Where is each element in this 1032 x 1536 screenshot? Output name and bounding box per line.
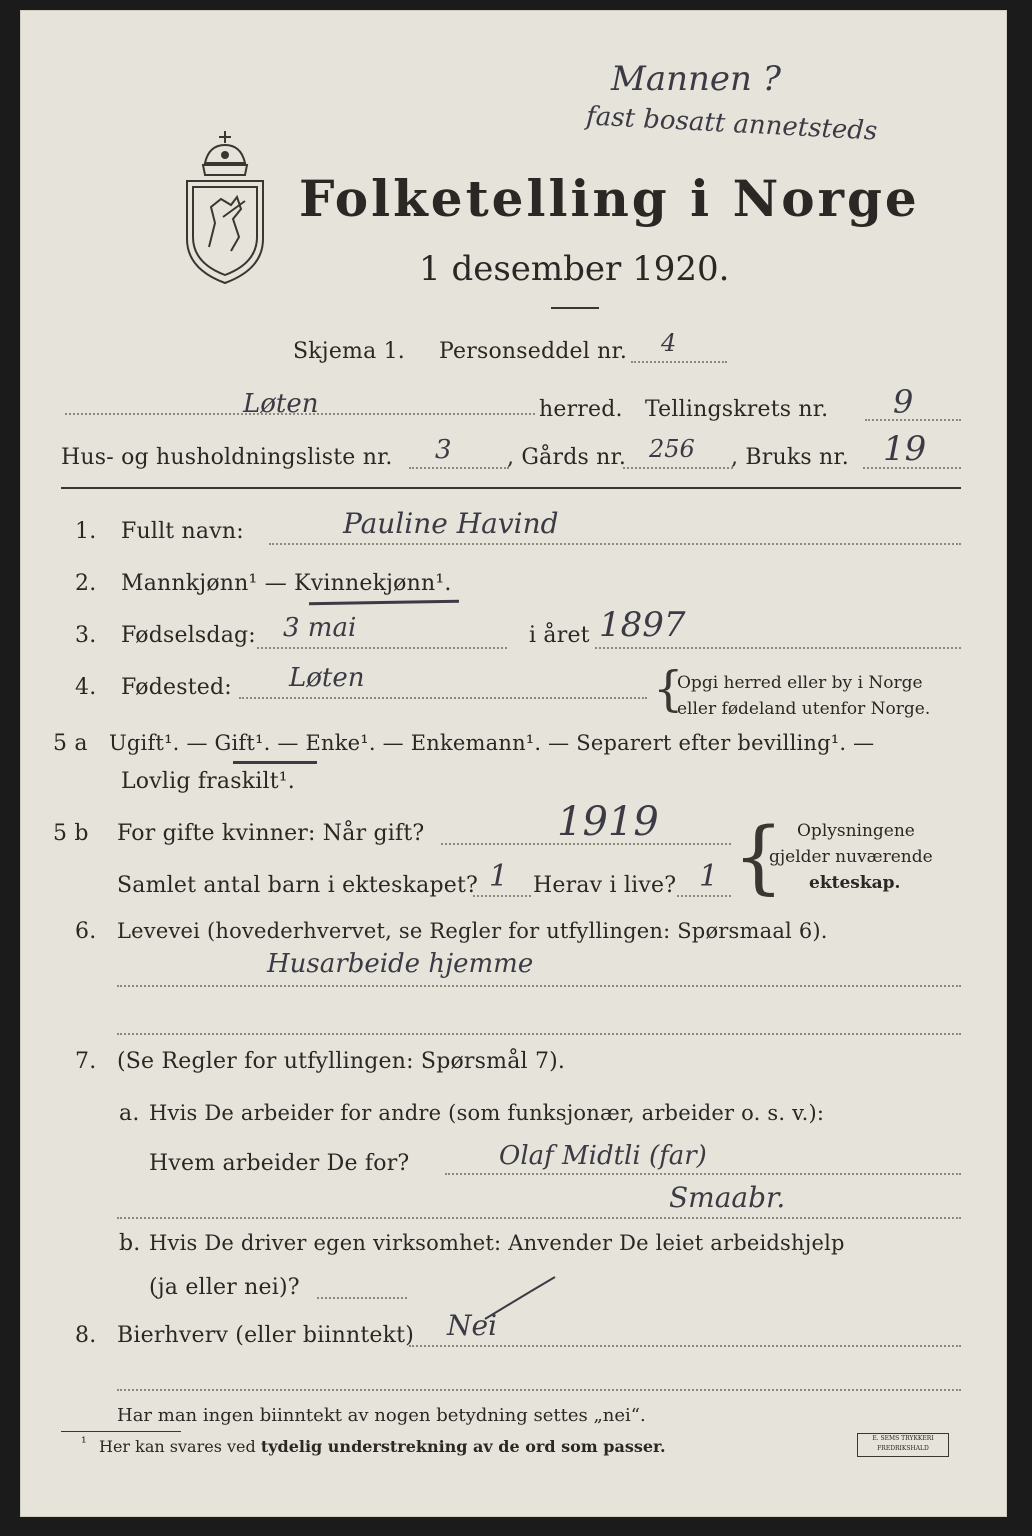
birth-year-value[interactable]: 1897: [599, 605, 686, 645]
q5b-brace: {: [733, 810, 784, 903]
q5b-number: 5 b: [53, 821, 89, 846]
live-label: Herav i live?: [533, 873, 677, 898]
biinntekt-note: Har man ingen biinntekt av nogen betydning settes „nei“.: [117, 1405, 646, 1426]
q8-label: Bierhverv (eller biinntekt): [117, 1323, 415, 1348]
printer-stamp-line2: FREDRIKSHALD: [877, 1445, 929, 1452]
skjema-label: Skjema 1.: [293, 339, 406, 364]
children-alive-value[interactable]: 1: [699, 859, 719, 894]
printer-stamp: [857, 1433, 949, 1457]
children-count-value[interactable]: 1: [489, 859, 509, 894]
q4-note-line1: Opgi herred eller by i Norge: [677, 673, 923, 693]
husliste-value[interactable]: 3: [435, 435, 452, 465]
tellingskrets-value[interactable]: 9: [893, 383, 914, 421]
q5b-label: For gifte kvinner: Når gift?: [117, 821, 425, 846]
married-year-value[interactable]: 1919: [557, 799, 659, 845]
title-divider: [551, 307, 599, 309]
census-form: [20, 10, 1007, 1517]
barn-label: Samlet antal barn i ekteskapet?: [117, 873, 479, 898]
bruks-label: , Bruks nr.: [731, 445, 849, 470]
q7a-line1: Hvis De arbeider for andre (som funksjonær, arbeider o. s. v.):: [149, 1101, 825, 1125]
birthplace-value[interactable]: Løten: [289, 663, 365, 693]
personseddel-label: Personseddel nr.: [439, 339, 628, 364]
gift-underline: [233, 761, 317, 764]
header-rule: [61, 487, 961, 489]
tellingskrets-label: Tellingskrets nr.: [645, 397, 829, 422]
side-income-value[interactable]: Nei: [447, 1309, 498, 1342]
q4-brace: {: [653, 661, 684, 717]
q1-label: Fullt navn:: [121, 519, 244, 544]
footnote-mark: ¹: [81, 1435, 87, 1451]
q4-label: Fødested:: [121, 675, 232, 700]
q4-number: 4.: [75, 675, 97, 700]
q3-label: Fødselsdag:: [121, 623, 256, 648]
q7b-line1: Hvis De driver egen virksomhet: Anvender De leiet arbeidshjelp: [149, 1231, 845, 1255]
q7-number: 7.: [75, 1049, 97, 1074]
annotation-line2: fast bosatt annetsteds: [585, 101, 879, 147]
q8-number: 8.: [75, 1323, 97, 1348]
q3-number: 3.: [75, 623, 97, 648]
personseddel-value[interactable]: 4: [661, 329, 677, 357]
q5a-options-line2: Lovlig fraskilt¹.: [121, 769, 295, 794]
annotation-line1: Mannen ?: [611, 59, 781, 99]
form-title: Folketelling i Norge: [299, 169, 920, 228]
form-date: 1 desember 1920.: [419, 249, 730, 289]
q5a-number: 5 a: [53, 731, 88, 756]
q6-number: 6.: [75, 919, 97, 944]
employer-value[interactable]: Olaf Midtli (far): [499, 1141, 707, 1171]
q5b-note-line3: ekteskap.: [809, 873, 901, 893]
kvinnekjonn-underline: [309, 600, 459, 606]
footnote-bold: tydelig understrekning av de ord som passer.: [260, 1437, 666, 1456]
footnote-text: Her kan svares ved: [99, 1437, 256, 1456]
herred-label: herred.: [539, 397, 623, 422]
husliste-label: Hus- og husholdningsliste nr.: [61, 445, 393, 470]
q2-label: Mannkjønn¹ — Kvinnekjønn¹.: [121, 571, 452, 596]
printer-stamp-line1: E. SEMS TRYKKERI: [872, 1435, 934, 1442]
norway-coat-of-arms-icon: [179, 127, 271, 287]
q5b-note-line1: Oplysningene: [797, 821, 915, 841]
q6-label: Levevei (hovederhvervet, se Regler for utfyllingen: Spørsmaal 6).: [117, 919, 828, 943]
q5b-note-line2: gjelder nuværende: [769, 847, 933, 867]
bruks-value[interactable]: 19: [883, 429, 927, 469]
gards-label: , Gårds nr.: [507, 445, 627, 470]
q2-number: 2.: [75, 571, 97, 596]
q4-note-line2: eller fødeland utenfor Norge.: [677, 699, 931, 719]
herred-value[interactable]: Løten: [243, 389, 319, 419]
year-label: i året: [529, 623, 590, 648]
footnote: [99, 1437, 666, 1456]
q7b-line2: (ja eller nei)?: [149, 1275, 300, 1300]
q5a-options: Ugift¹. — Gift¹. — Enke¹. — Enkemann¹. — Separert efter bevilling¹. —: [109, 731, 875, 755]
full-name-value[interactable]: Pauline Havind: [343, 507, 559, 540]
birthday-value[interactable]: 3 mai: [283, 613, 357, 643]
q7b-letter: b.: [119, 1231, 141, 1256]
q7-label: (Se Regler for utfyllingen: Spørsmål 7).: [117, 1049, 566, 1074]
q7a-line2: Hvem arbeider De for?: [149, 1151, 410, 1176]
occupation-value[interactable]: Husarbeide hjemme: [267, 949, 534, 979]
employer-value-line2[interactable]: Smaabr.: [669, 1181, 786, 1214]
q7a-letter: a.: [119, 1101, 140, 1126]
q1-number: 1.: [75, 519, 97, 544]
gards-value[interactable]: 256: [649, 435, 695, 463]
footnote-rule: [61, 1431, 181, 1432]
